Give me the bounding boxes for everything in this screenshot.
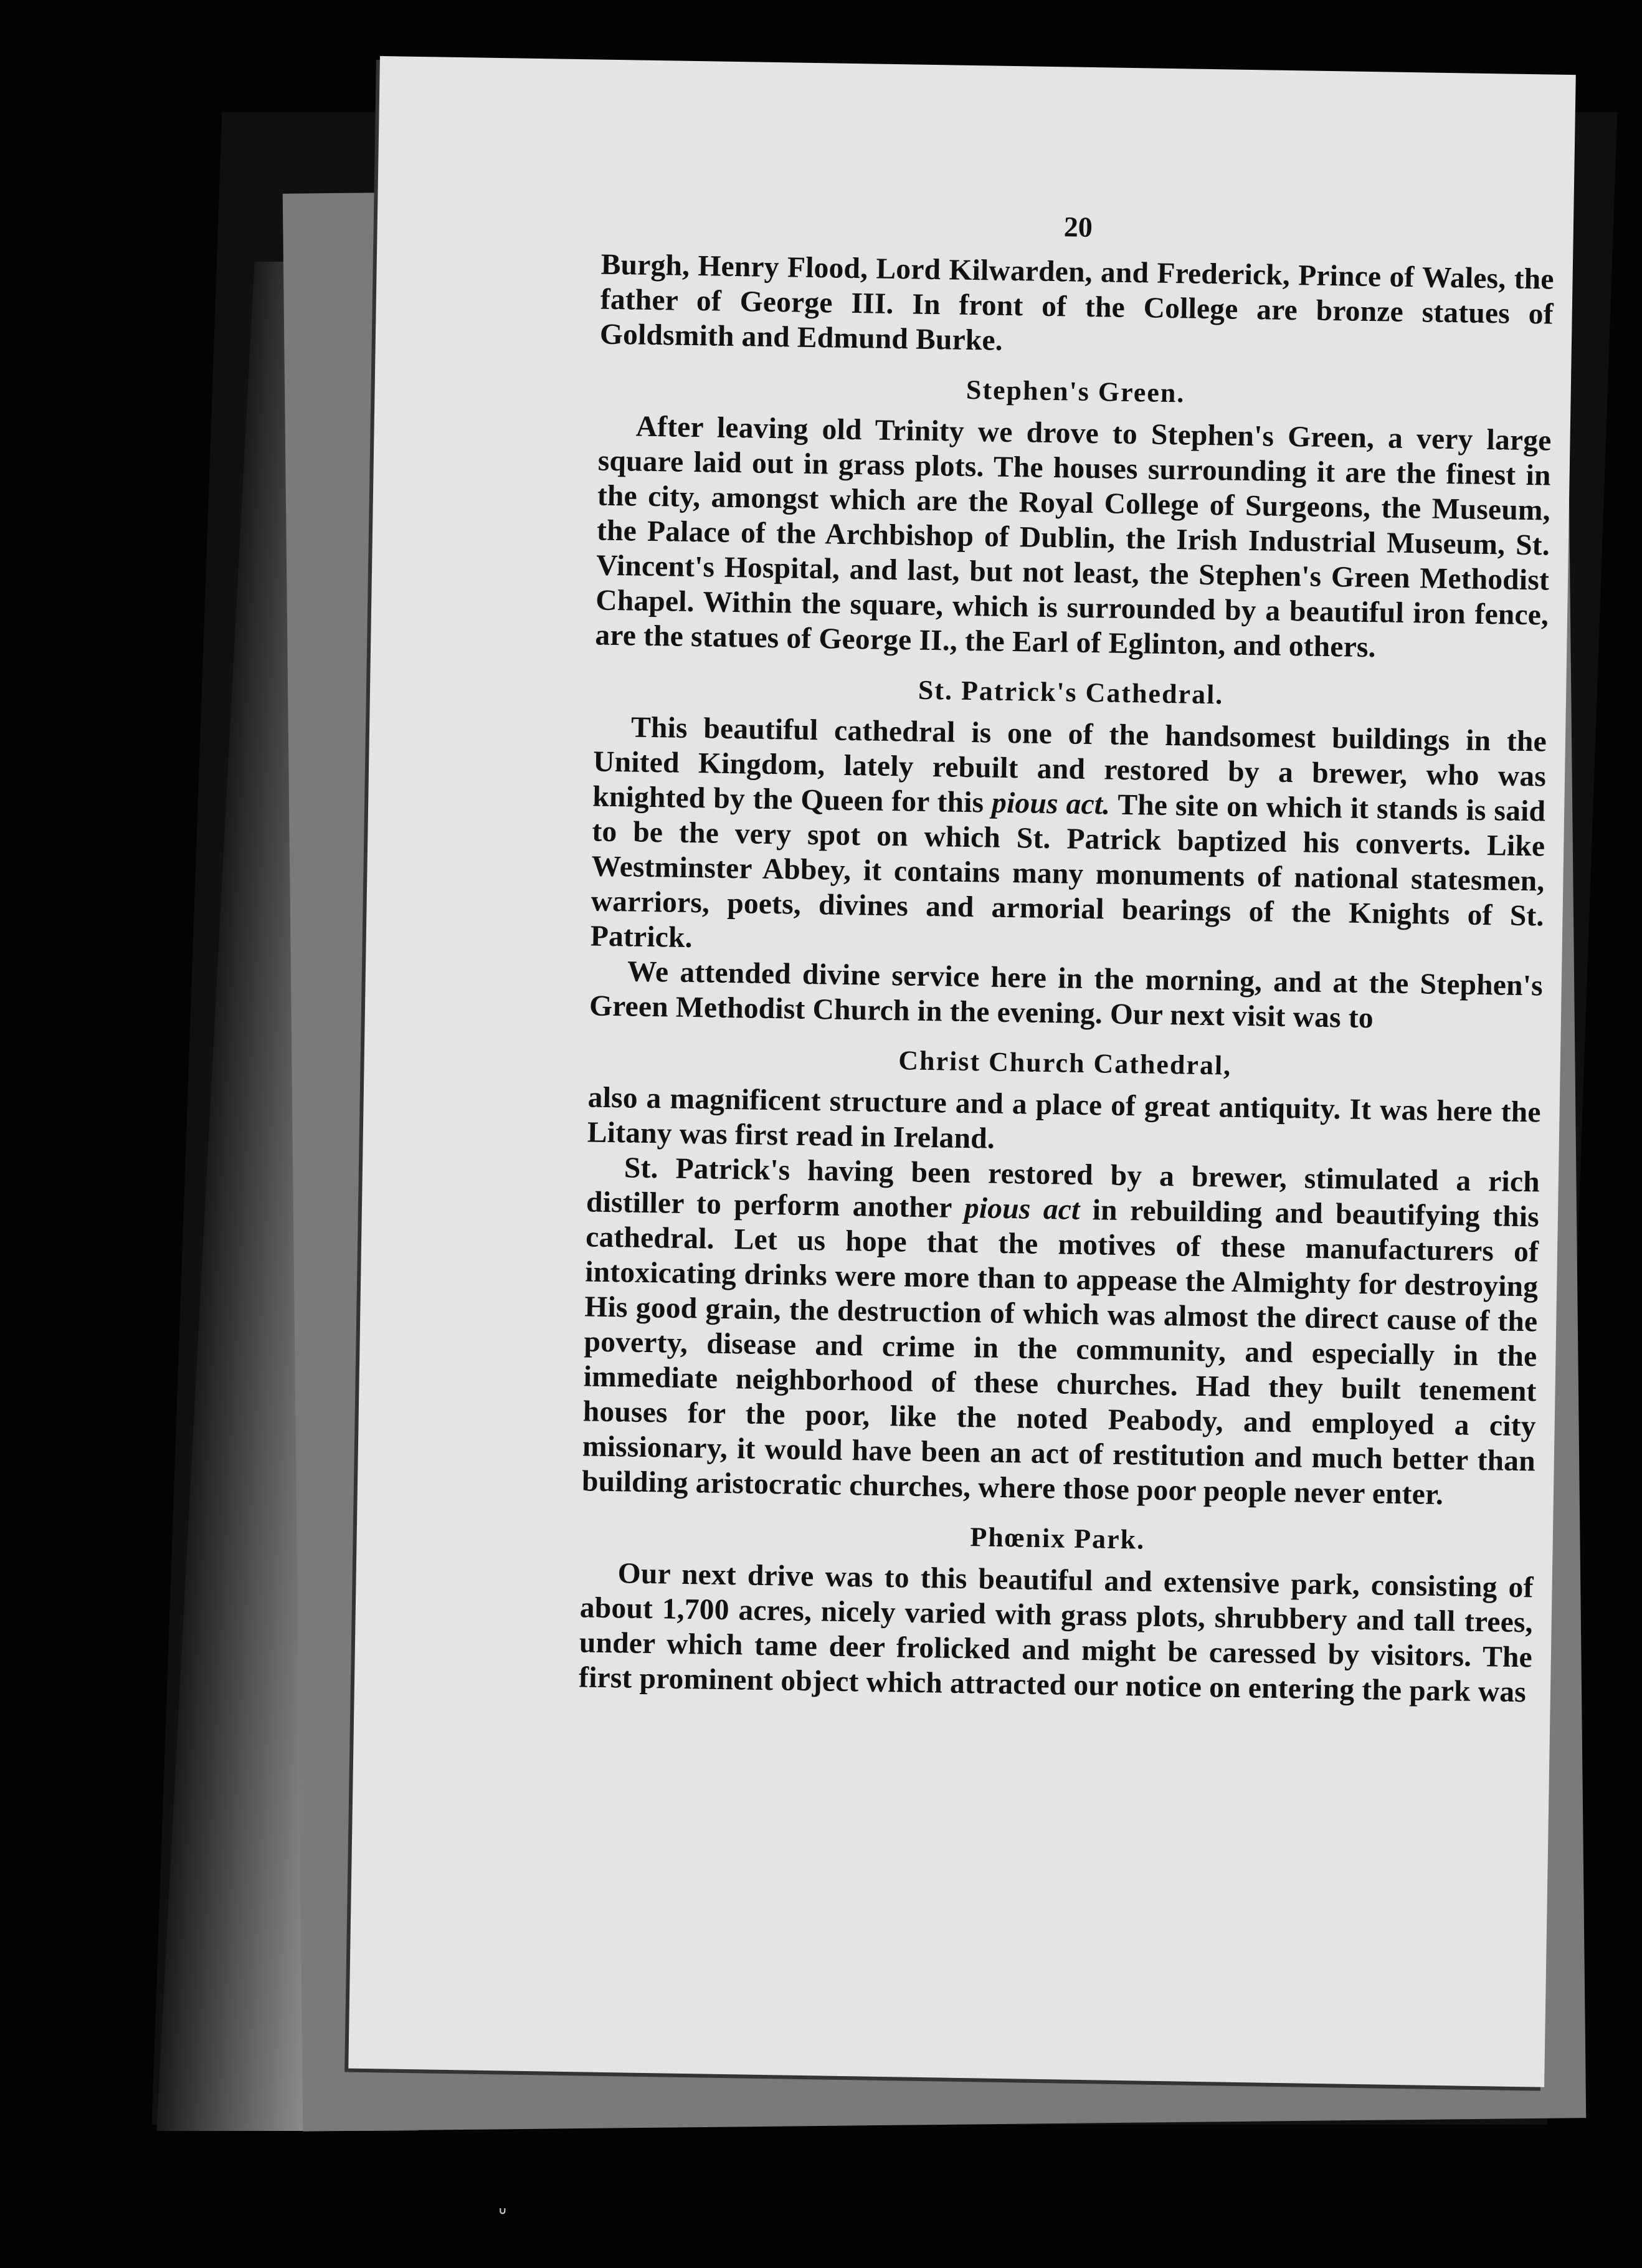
- section-heading: St. Patrick's Cathedral.: [918, 674, 1224, 710]
- text-run: St. Patrick's having been restored by a brewer, stimulated a rich distiller to perform another: [586, 1151, 1540, 1224]
- body-paragraph: [582, 1150, 1540, 1513]
- page-content: [579, 203, 1555, 1710]
- body-paragraph: [590, 710, 1547, 969]
- body-paragraph: After leaving old Trinity we drove to Stephen's Green, a very large square laid out in grass plots. The houses surrounding it are the finest in the city, amongst which are the Royal College of Surgeons, the Museum, the Palace of the Archbishop of Dublin, the Irish Industrial Museum, St. Vincent's Hospital, and last, but not least, the Stephen's Green Methodist Chapel. Within the square, which is surrounded by a beautiful iron fence, are the statues of George II., the Earl of Eglinton, and others.: [595, 410, 1552, 664]
- text-run: This beautiful cathedral is one of the handsomest buildings in the United Kingdom, lately rebuilt and restored by a brewer, who was knighted by the Queen for this: [592, 711, 1547, 819]
- body-paragraph: Our next drive was to this beautiful and extensive park, consisting of about 1,700 acres, nicely varied with grass plots, shrubbery and tall trees, under which tame deer frolicked and might be caressed by visitors. The first prominent object which attracted our notice on entering the park was: [578, 1557, 1534, 1709]
- section-heading: Christ Church Cathedral,: [898, 1045, 1232, 1081]
- italic-phrase: pious act: [964, 1191, 1080, 1226]
- body-paragraph: also a magnificent structure and a place of great antiquity. It was here the Litany was first read in Ireland.: [587, 1081, 1542, 1155]
- text-body: [579, 247, 1554, 1710]
- italic-phrase: pious act.: [991, 786, 1111, 821]
- body-paragraph: Burgh, Henry Flood, Lord Kilwarden, and Frederick, Prince of Wales, the father of George III. In front of the College are bronze statues of Goldsmith and Edmund Burke.: [599, 248, 1555, 357]
- scan-artifact: ᐡ: [498, 2203, 507, 2228]
- text-run: The site on which it stands is said to be the very spot on which St. Patrick baptized his converts. Like Westminster Abbey, it contains many monuments of national statesmen, warriors, poets, divines and armorial bearings of the Knights of St. Patrick.: [590, 788, 1546, 955]
- section-heading: Stephen's Green.: [966, 374, 1185, 409]
- book-page: [348, 56, 1575, 2087]
- page-number: 20: [1063, 211, 1093, 243]
- section-heading: Phœnix Park.: [970, 1522, 1146, 1555]
- body-paragraph: We attended divine service here in the morning, and at the Stephen's Green Methodist Church in the evening. Our next visit was to: [589, 955, 1544, 1035]
- text-run: in rebuilding and beautifying this cathedral. Let us hope that the motives of these manufacturers of intoxicating drinks were more than to appease the Almighty for destroying His good grain, the destruction of which was almost the direct cause of the poverty, disease and crime in the community, and especially in the immediate neighborhood of these churches. Had they built tenement houses for the poor, like the noted Peabody, and employed a city missionary, it would have been an act of restitution and much better than building aristocratic churches, where those poor people never enter.: [581, 1193, 1540, 1512]
